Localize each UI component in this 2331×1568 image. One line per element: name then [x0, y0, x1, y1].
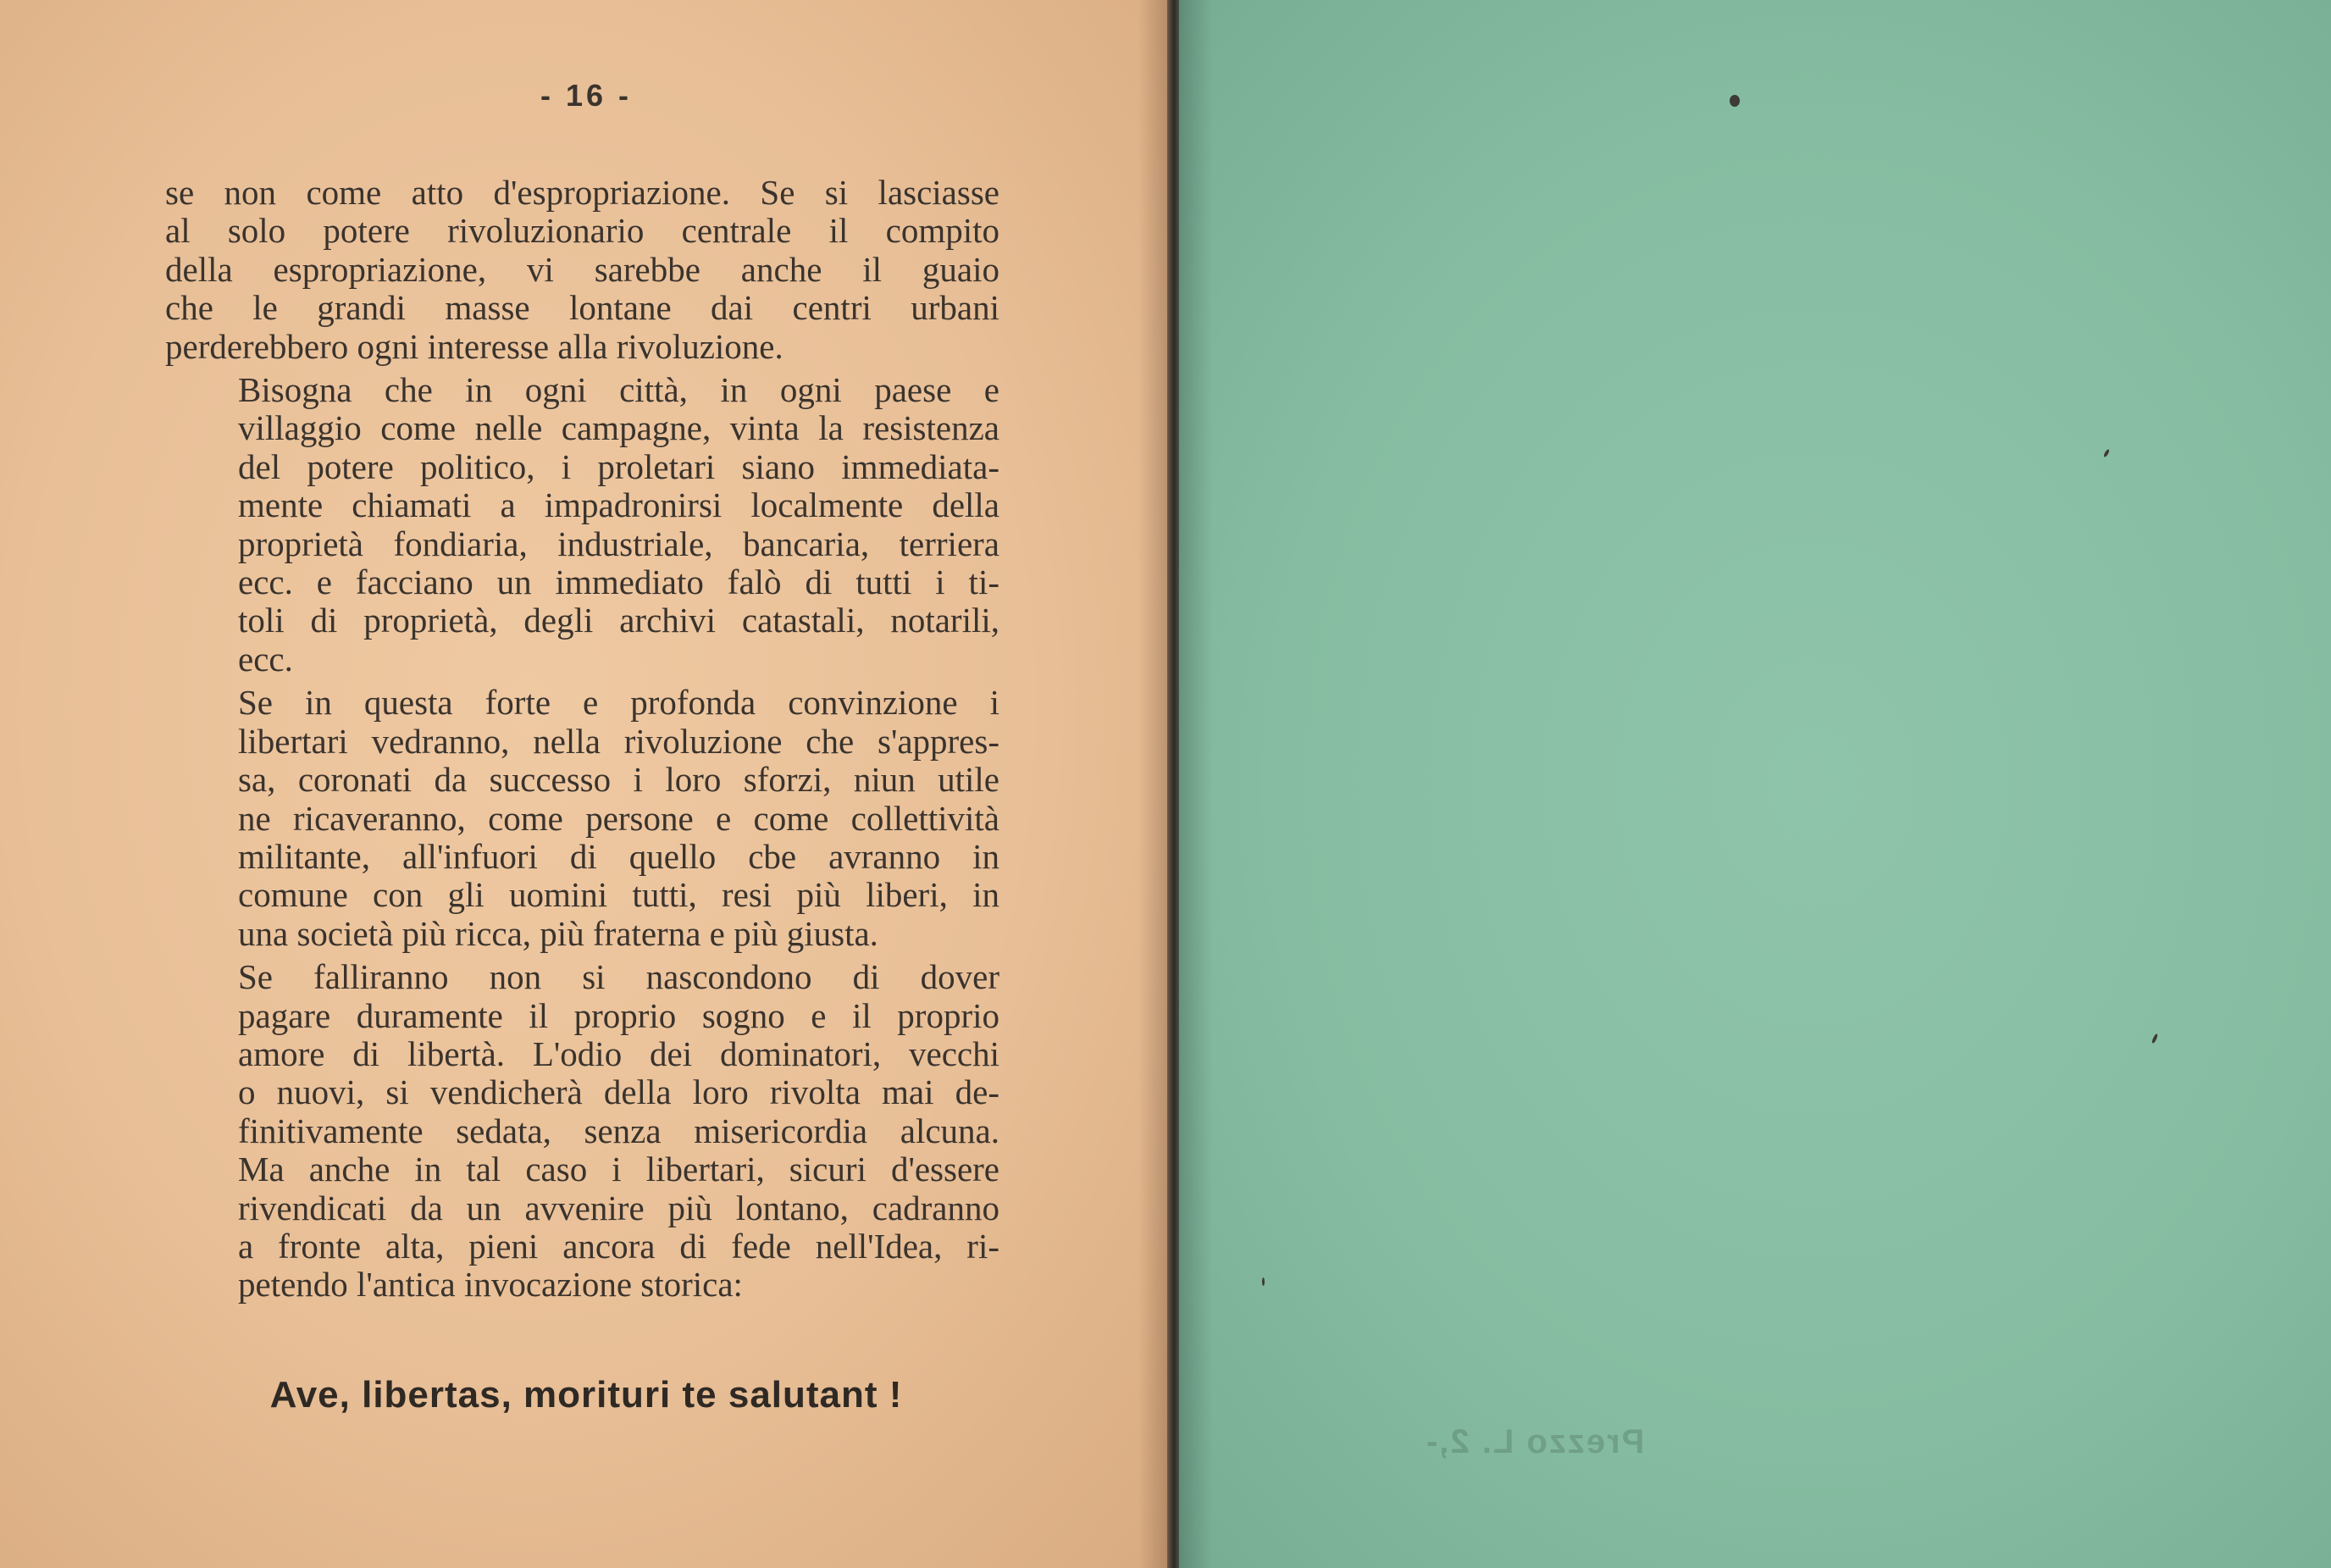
text-line: sa, coronati da successo i loro sforzi, niun utile [238, 760, 999, 800]
text-line: una società più ricca, più fraterna e più giusta. [238, 913, 878, 953]
paragraph [165, 684, 999, 953]
text-line: militante, all'infuori di quello cbe avranno in [238, 836, 999, 876]
ink-speck [1730, 95, 1740, 107]
text-line: che le grandi masse lontane dai centri urbani [165, 288, 999, 328]
faint-bleedthrough-stamp: Prezzo L. 2,- [1425, 1423, 1645, 1460]
paragraph [165, 958, 999, 1305]
text-line: pagare duramente il proprio sogno e il proprio [238, 995, 999, 1035]
text-line: Se in questa forte e profonda convinzione i [238, 683, 999, 723]
ink-speck [1262, 1277, 1265, 1286]
text-line: se non come atto d'espropriazione. Se si lasciasse [165, 173, 999, 212]
text-line: amore di libertà. L'odio dei dominatori, vecchi [238, 1033, 999, 1073]
page-number: - 16 - [540, 78, 633, 113]
text-line: ecc. [238, 639, 293, 679]
ink-speck [2151, 1033, 2159, 1044]
right-page-back-cover [1179, 0, 2331, 1568]
closing-motto: Ave, libertas, morituri te salutant ! [269, 1374, 903, 1416]
text-line: rivendicati da un avvenire più lontano, cadranno [238, 1188, 999, 1227]
text-line: a fronte alta, pieni ancora di fede nell'Idea, ri- [238, 1226, 999, 1266]
text-line: petendo l'antica invocazione storica: [238, 1265, 743, 1305]
text-line: Ma anche in tal caso i libertari, sicuri d'essere [238, 1150, 999, 1189]
paragraph [165, 174, 999, 366]
text-line: ne ricaveranno, come persone e come collettività [238, 798, 999, 838]
text-line: Se falliranno non si nascondono di dover [238, 957, 999, 997]
text-line: libertari vedranno, nella rivoluzione che s'appres- [238, 721, 999, 761]
text-line: del potere politico, i proletari siano immediata- [238, 446, 999, 486]
text-line: comune con gli uomini tutti, resi più liberi, in [238, 875, 999, 915]
text-line: finitivamente sedata, senza misericordia alcuna. [238, 1111, 999, 1150]
text-line: villaggio come nelle campagne, vinta la resistenza [238, 408, 999, 448]
text-line: ecc. e facciano un immediato falò di tutti i ti- [238, 562, 999, 602]
paragraph [165, 371, 999, 679]
body-text [165, 174, 999, 1310]
text-line: o nuovi, si vendicherà della loro rivolta mai de- [238, 1072, 999, 1112]
text-line: Bisogna che in ogni città, in ogni paese e [238, 370, 999, 410]
text-line: perderebbero ogni interesse alla rivoluzione. [165, 326, 783, 366]
text-line: mente chiamati a impadronirsi localmente della [238, 485, 999, 525]
text-line: della espropriazione, vi sarebbe anche il guaio [165, 249, 999, 289]
text-line: toli di proprietà, degli archivi catastali, notarili, [238, 601, 999, 640]
text-line: al solo potere rivoluzionario centrale il compito [165, 211, 999, 251]
ink-speck [2103, 449, 2110, 458]
text-line: proprietà fondiaria, industriale, bancaria, terriera [238, 524, 999, 563]
